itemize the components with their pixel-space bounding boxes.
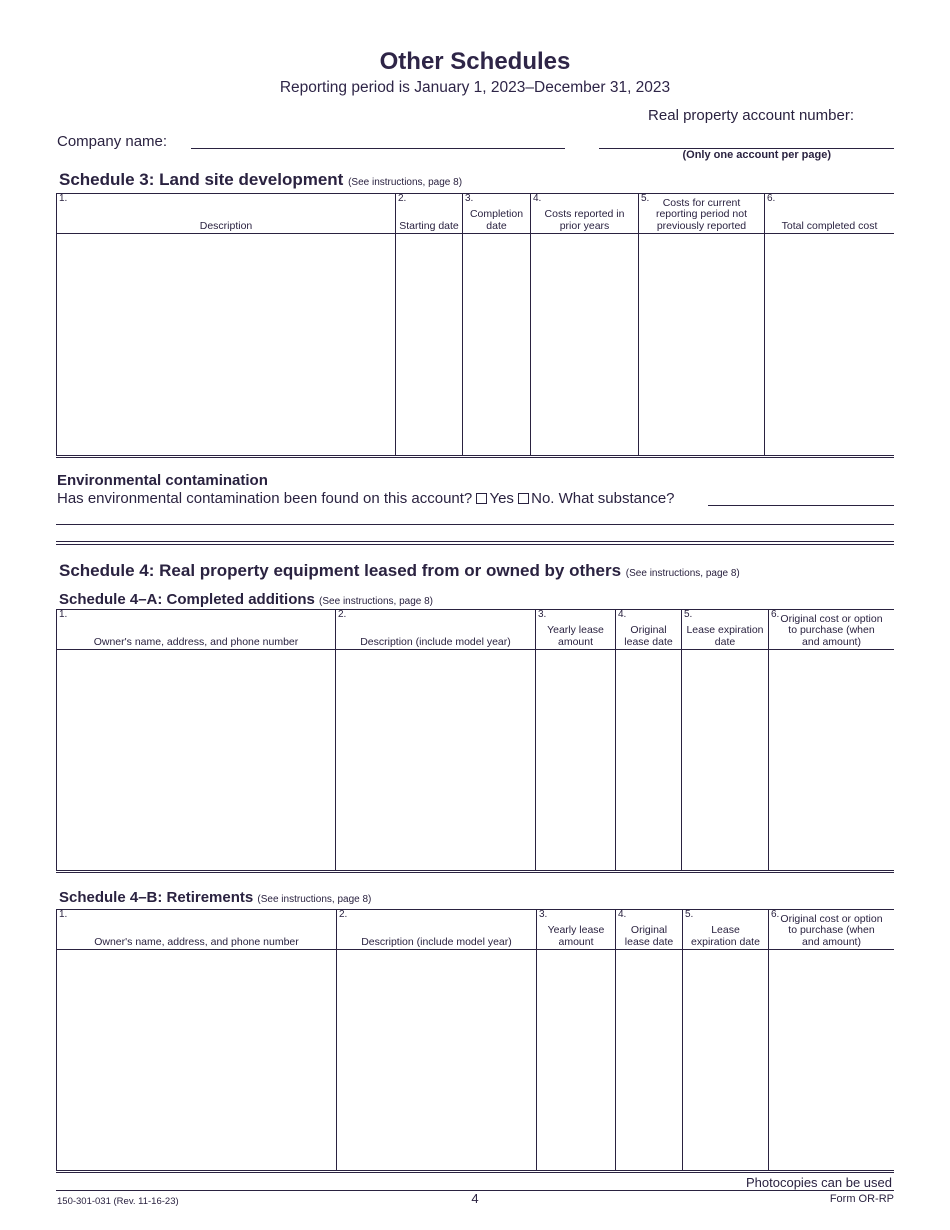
column-header: Original lease date	[624, 924, 674, 948]
schedule-4-note: (See instructions, page 8)	[625, 568, 740, 579]
schedule-3-col-2[interactable]	[395, 194, 462, 455]
environmental-title: Environmental contamination	[57, 472, 268, 489]
yes-label: Yes	[489, 490, 514, 507]
schedule-4a-note: (See instructions, page 8)	[319, 596, 433, 607]
photocopies-note: Photocopies can be used	[746, 1175, 892, 1190]
schedule-4b-note: (See instructions, page 8)	[257, 894, 372, 905]
column-header: Costs reported in prior years	[544, 208, 625, 232]
column-header: Original cost or option to purchase (when and amount)	[780, 912, 883, 948]
column-header: Completion date	[469, 208, 524, 232]
page-number: 4	[471, 1191, 479, 1206]
account-number-label: Real property account number:	[648, 107, 854, 124]
schedule-3-note: (See instructions, page 8)	[348, 177, 463, 188]
schedule-4b-title-text: Schedule 4–B: Retirements	[59, 889, 254, 906]
column-header: Original lease date	[624, 624, 673, 648]
schedule-4b-col-2[interactable]	[336, 910, 536, 1170]
schedule-3-col-3[interactable]	[462, 194, 530, 455]
schedule-4b-title	[59, 889, 371, 906]
column-number: 2.	[339, 909, 348, 920]
column-header: Description (include model year)	[360, 635, 511, 648]
column-number: 5.	[685, 909, 694, 920]
column-number: 1.	[59, 193, 68, 204]
column-header: Owner's name, address, and phone number	[94, 935, 299, 948]
reporting-period: Reporting period is January 1, 2023–December 31, 2023	[279, 79, 671, 96]
substance-field-continued[interactable]	[56, 524, 894, 525]
schedule-4a-col-4[interactable]	[615, 610, 681, 870]
column-header: Lease expiration date	[691, 924, 760, 948]
column-number: 1.	[59, 909, 68, 920]
schedule-4-title	[59, 561, 740, 581]
schedule-4a-col-1[interactable]	[56, 610, 335, 870]
schedule-4b-table	[56, 909, 894, 1173]
schedule-4a-col-6[interactable]	[768, 610, 894, 870]
column-header: Costs for current reporting period not previously reported	[655, 196, 748, 232]
schedule-4b-col-4[interactable]	[615, 910, 682, 1170]
schedule-3-title-text: Schedule 3: Land site development	[59, 170, 344, 189]
schedule-3-table	[56, 193, 894, 458]
column-number: 3.	[465, 193, 474, 204]
schedule-4a-bottom-rule	[56, 870, 894, 873]
schedule-4a-col-3[interactable]	[535, 610, 615, 870]
column-header: Owner's name, address, and phone number	[93, 635, 299, 648]
column-header: Starting date	[399, 219, 459, 232]
column-header: Yearly lease amount	[547, 624, 604, 648]
schedule-4b-col-3[interactable]	[536, 910, 615, 1170]
column-header: Original cost or option to purchase (when and amount)	[780, 612, 883, 648]
company-name-field[interactable]	[191, 148, 565, 149]
schedule-4b-col-1[interactable]	[56, 910, 336, 1170]
column-number: 4.	[533, 193, 542, 204]
column-number: 2.	[398, 193, 407, 204]
column-number: 4.	[618, 609, 627, 620]
no-checkbox[interactable]	[518, 493, 529, 504]
column-number: 6.	[771, 909, 780, 920]
substance-field[interactable]	[708, 505, 894, 506]
form-code: 150-301-031 (Rev. 11-16-23)	[57, 1196, 179, 1207]
schedule-4a-title	[59, 591, 433, 608]
schedule-4a-table	[56, 609, 894, 873]
schedule-3-col-5[interactable]	[638, 194, 764, 455]
page-title: Other Schedules	[379, 48, 571, 75]
column-number: 3.	[539, 909, 548, 920]
column-number: 4.	[618, 909, 627, 920]
company-name-label: Company name:	[57, 133, 168, 150]
column-number: 5.	[641, 193, 650, 204]
column-header: Total completed cost	[781, 219, 878, 232]
no-label: No. What substance?	[531, 490, 675, 507]
schedule-4a-col-2[interactable]	[335, 610, 535, 870]
schedule-4a-title-text: Schedule 4–A: Completed additions	[59, 591, 315, 608]
column-header: Description	[199, 219, 253, 232]
form-name: Form OR-RP	[829, 1193, 894, 1205]
schedule-4b-col-5[interactable]	[682, 910, 768, 1170]
schedule-4a-col-5[interactable]	[681, 610, 768, 870]
column-number: 2.	[338, 609, 347, 620]
account-note: (Only one account per page)	[682, 149, 831, 161]
column-number: 5.	[684, 609, 693, 620]
environmental-question-row	[57, 490, 675, 507]
schedule-4b-col-6[interactable]	[768, 910, 894, 1170]
column-header: Yearly lease amount	[547, 924, 605, 948]
schedule-3-col-4[interactable]	[530, 194, 638, 455]
column-number: 3.	[538, 609, 547, 620]
yes-checkbox[interactable]	[476, 493, 487, 504]
column-header: Description (include model year)	[361, 935, 512, 948]
column-header: Lease expiration date	[686, 624, 764, 648]
schedule-3-bottom-rule	[56, 455, 894, 458]
schedule-3-col-1[interactable]	[56, 194, 395, 455]
section-divider	[56, 541, 894, 545]
environmental-question: Has environmental contamination been found on this account?	[57, 490, 473, 507]
schedule-3-title	[59, 170, 462, 190]
column-number: 1.	[59, 609, 68, 620]
schedule-3-col-6[interactable]	[764, 194, 894, 455]
schedule-4b-bottom-rule	[56, 1170, 894, 1173]
column-number: 6.	[771, 609, 780, 620]
column-number: 6.	[767, 193, 776, 204]
schedule-4-title-text: Schedule 4: Real property equipment leased from or owned by others	[59, 561, 622, 580]
